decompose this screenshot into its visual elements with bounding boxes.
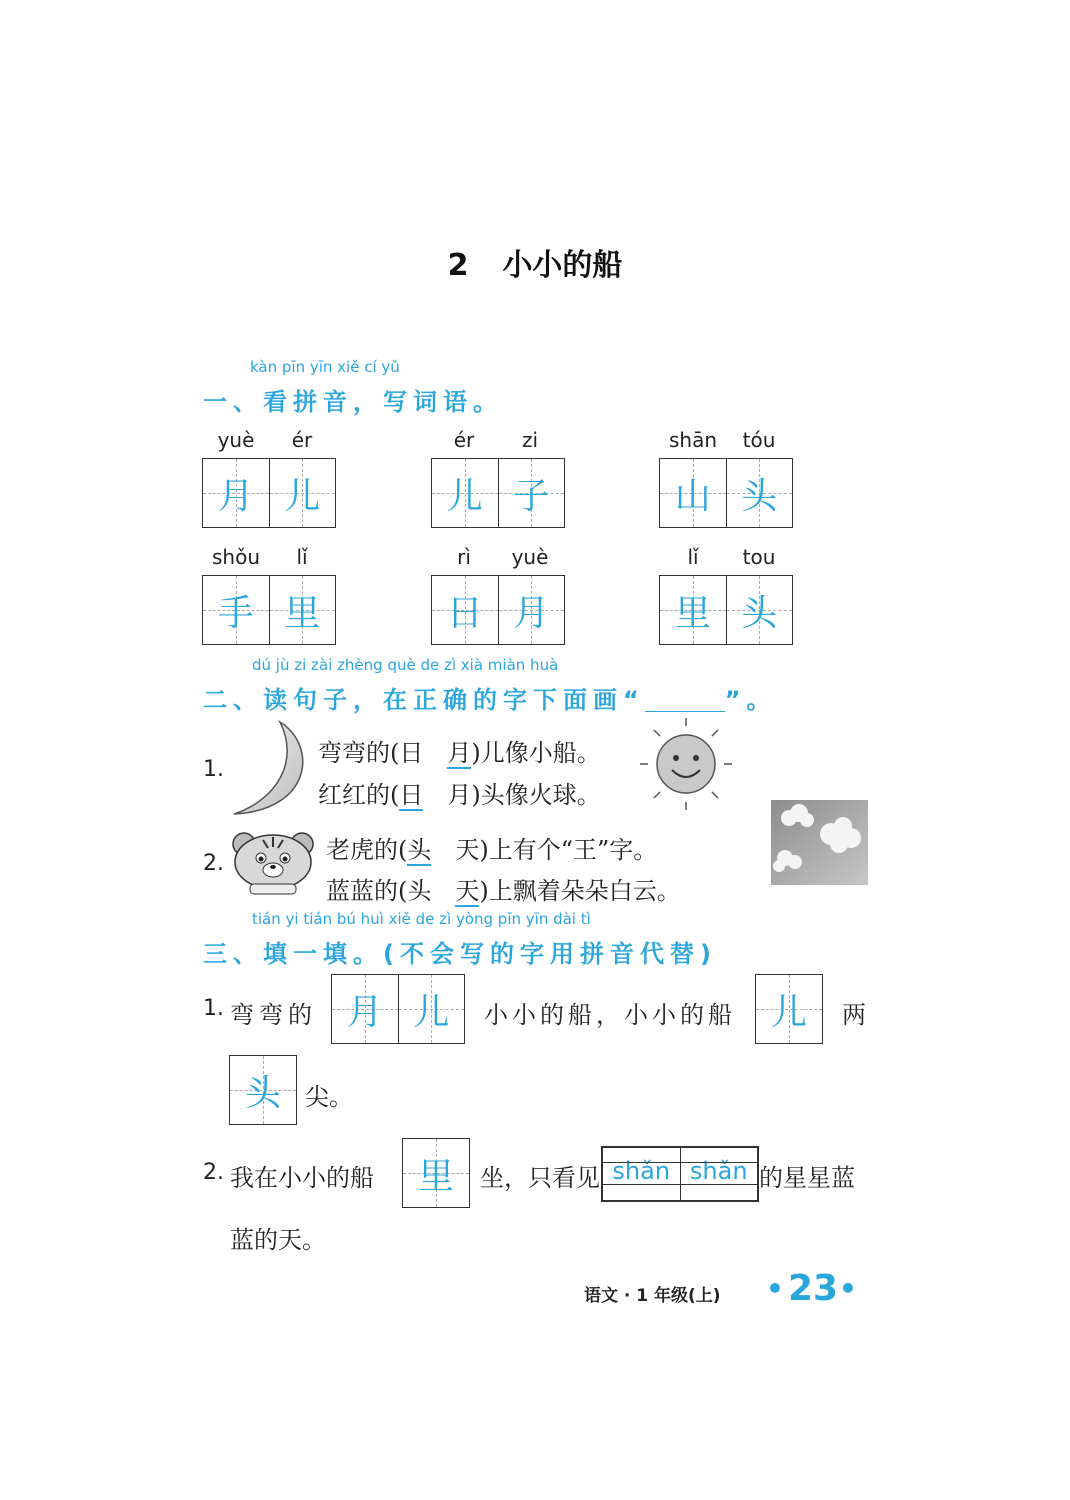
grid-cell[interactable]: 日 [432, 576, 498, 644]
pinyin-grid[interactable] [601, 1146, 759, 1202]
grid-cell[interactable]: 月 [203, 459, 269, 527]
sentence-text: 尖。 [305, 1083, 353, 1111]
lesson-title: 小小的船 [502, 248, 623, 283]
tianzi-grid[interactable] [331, 974, 465, 1044]
sentence-text: 的星星蓝 [759, 1164, 855, 1192]
lesson-number: 2 [447, 248, 469, 283]
question-number: 1. [203, 996, 224, 1021]
sentence-text: 弯弯的 [230, 1001, 317, 1029]
grid-cell[interactable]: 月 [498, 576, 565, 644]
sun-icon [636, 716, 736, 812]
sentence-text: 坐，只看见 [480, 1164, 600, 1192]
tianzi-grid[interactable] [659, 575, 793, 645]
pinyin-label: tóu [742, 428, 776, 452]
grid-cell[interactable]: 儿 [432, 459, 498, 527]
tianzi-grid[interactable] [431, 575, 565, 645]
section3-heading: 三、填一填。(不会写的字用拼音代替) [203, 940, 717, 968]
pinyin-label: lǐ [296, 545, 308, 569]
grid-cell[interactable]: 里 [403, 1139, 469, 1207]
pinyin-label: shǒu [211, 545, 260, 569]
section1-heading: 一、看拼音，写词语。 [203, 388, 503, 416]
pinyin-label: ér [453, 428, 475, 452]
grid-cell[interactable]: 头 [726, 576, 793, 644]
page-dot-left: • [766, 1272, 784, 1305]
question-number: 2. [203, 1160, 224, 1185]
question-number: 2. [203, 851, 224, 876]
sentence-text: 小小的船，小小的船 [484, 1001, 736, 1029]
pinyin-label: ér [291, 428, 313, 452]
answer-underline[interactable]: 月 [447, 739, 472, 767]
question-number: 1. [203, 757, 224, 782]
tianzi-grid[interactable] [402, 1138, 470, 1208]
section3-pinyin: tián yi tián bú huì xiě de zì yòng pīn yīn dài tì [252, 910, 591, 928]
sentence-text: 蓝的天。 [230, 1226, 326, 1254]
tianzi-grid[interactable] [202, 575, 336, 645]
tianzi-grid[interactable] [431, 458, 565, 528]
pinyin-label: yuè [511, 545, 549, 569]
grid-cell[interactable]: 里 [269, 576, 336, 644]
section1-pinyin: kàn pīn yīn xiě cí yǔ [250, 358, 400, 376]
sentence-text: 我在小小的船 [230, 1164, 374, 1192]
pinyin-cell[interactable]: shǎn [603, 1148, 680, 1200]
page-dot-right: • [839, 1272, 857, 1305]
tianzi-grid[interactable] [202, 458, 336, 528]
section2-heading: 二、读句子，在正确的字下面画“ ”。 [203, 686, 777, 714]
grid-cell[interactable]: 儿 [398, 975, 465, 1043]
sentence-line: 弯弯的(日 月)儿像小船。 [318, 739, 601, 767]
grid-cell[interactable]: 手 [203, 576, 269, 644]
grid-cell[interactable]: 月 [332, 975, 398, 1043]
pinyin-label: lǐ [687, 545, 699, 569]
sentence-text: 两 [842, 1001, 866, 1029]
pinyin-label: yuè [217, 428, 255, 452]
page-number: 23 [788, 1268, 839, 1309]
pinyin-label: rì [457, 545, 471, 569]
pinyin-label: shān [668, 428, 718, 452]
page-title [0, 240, 1070, 284]
grid-cell[interactable]: 儿 [269, 459, 336, 527]
underline-sample [645, 711, 725, 712]
tianzi-grid[interactable] [229, 1055, 297, 1125]
grid-cell[interactable]: 头 [230, 1056, 296, 1124]
grid-cell[interactable]: 里 [660, 576, 726, 644]
grid-cell[interactable]: 头 [726, 459, 793, 527]
pinyin-cell[interactable]: shǎn [680, 1148, 758, 1200]
sentence-line: 蓝蓝的(头 天)上飘着朵朵白云。 [326, 877, 681, 905]
pinyin-label: tou [742, 545, 776, 569]
answer-underline[interactable]: 日 [399, 781, 424, 809]
crescent-moon-icon [226, 718, 310, 822]
footer-subject: 语文 · 1 年级(上) [584, 1286, 721, 1306]
grid-cell[interactable]: 子 [498, 459, 565, 527]
tianzi-grid[interactable] [755, 974, 823, 1044]
pinyin-label: zi [521, 428, 539, 452]
sentence-line: 红红的(日 月)头像火球。 [318, 781, 601, 809]
section2-pinyin: dú jù zi zài zhèng què de zì xià miàn huà [252, 656, 559, 674]
grid-cell[interactable]: 儿 [756, 975, 822, 1043]
grid-cell[interactable]: 山 [660, 459, 726, 527]
answer-underline[interactable]: 头 [407, 836, 432, 864]
tiger-icon [228, 830, 318, 896]
tianzi-grid[interactable] [659, 458, 793, 528]
answer-underline[interactable]: 天 [455, 877, 480, 905]
sentence-line: 老虎的(头 天)上有个“王”字。 [326, 836, 658, 864]
cloud-sky-icon [771, 800, 868, 885]
